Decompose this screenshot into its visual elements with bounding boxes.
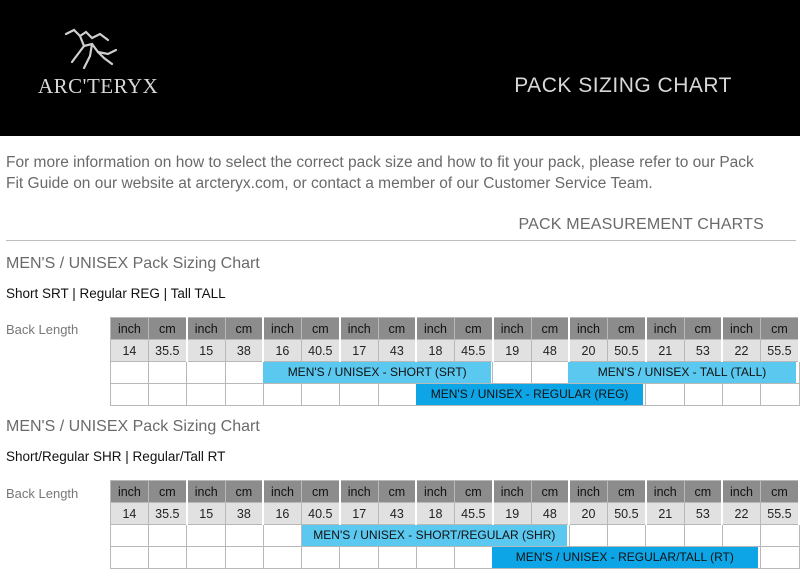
band-cell <box>263 525 301 547</box>
unit-cell: inch <box>111 481 149 503</box>
logo <box>38 24 158 104</box>
value-cell: 21 <box>646 340 684 362</box>
band-cell <box>301 384 339 406</box>
value-cell: 45.5 <box>454 340 492 362</box>
band-cell <box>225 384 263 406</box>
unit-cell: inch <box>340 481 378 503</box>
unit-cell: inch <box>263 481 301 503</box>
band-cell <box>646 525 684 547</box>
unit-cell: cm <box>684 318 722 340</box>
unit-cell: cm <box>760 318 799 340</box>
unit-cell: inch <box>646 318 684 340</box>
unit-cell: inch <box>569 318 607 340</box>
value-cell: 19 <box>493 503 531 525</box>
unit-row <box>111 318 800 340</box>
band-cell <box>225 362 263 384</box>
page-title: PACK SIZING CHART <box>514 74 732 97</box>
band-cell <box>111 362 149 384</box>
band-cell <box>187 547 225 569</box>
size-band: MEN'S / UNISEX - REGULAR/TALL (RT) <box>492 547 758 568</box>
unit-cell: cm <box>454 481 492 503</box>
band-cell <box>148 525 186 547</box>
value-cell: 35.5 <box>148 503 186 525</box>
chart-subtitle: Short SRT | Regular REG | Tall TALL <box>6 286 226 301</box>
value-cell: 55.5 <box>760 503 799 525</box>
value-cell: 22 <box>722 503 760 525</box>
value-row <box>111 503 800 525</box>
value-cell: 15 <box>187 340 225 362</box>
band-cell <box>760 525 799 547</box>
value-cell: 14 <box>111 340 149 362</box>
band-cell <box>454 547 492 569</box>
unit-cell: cm <box>760 481 799 503</box>
band-cell <box>760 384 799 406</box>
unit-cell: cm <box>607 481 645 503</box>
unit-cell: inch <box>187 481 225 503</box>
size-band: MEN'S / UNISEX - TALL (TALL) <box>568 362 796 383</box>
unit-cell: inch <box>569 481 607 503</box>
value-cell: 48 <box>531 503 569 525</box>
section-divider <box>6 240 796 241</box>
unit-cell: cm <box>301 318 339 340</box>
band-cell <box>340 384 378 406</box>
value-cell: 50.5 <box>607 503 645 525</box>
unit-row <box>111 481 800 503</box>
band-cell <box>111 525 149 547</box>
value-row <box>111 340 800 362</box>
band-cell <box>263 384 301 406</box>
unit-cell: inch <box>263 318 301 340</box>
archaeopteryx-logo-icon <box>60 24 120 72</box>
value-cell: 43 <box>378 340 416 362</box>
chart-subtitle: Short/Regular SHR | Regular/Tall RT <box>6 449 226 464</box>
value-cell: 15 <box>187 503 225 525</box>
value-cell: 21 <box>646 503 684 525</box>
value-cell: 16 <box>263 503 301 525</box>
chart-title: MEN'S / UNISEX Pack Sizing Chart <box>6 255 260 272</box>
band-cell <box>263 547 301 569</box>
band-cell <box>148 362 186 384</box>
value-cell: 22 <box>722 340 760 362</box>
size-band: MEN'S / UNISEX - SHORT (SRT) <box>263 362 491 383</box>
unit-cell: inch <box>187 318 225 340</box>
section-title: PACK MEASUREMENT CHARTS <box>518 216 764 233</box>
unit-cell: inch <box>722 318 760 340</box>
back-length-label: Back Length <box>6 322 79 337</box>
size-band: MEN'S / UNISEX - REGULAR (REG) <box>416 384 644 405</box>
band-cell <box>111 547 149 569</box>
unit-cell: cm <box>684 481 722 503</box>
value-cell: 17 <box>340 340 378 362</box>
value-cell: 43 <box>378 503 416 525</box>
unit-cell: inch <box>416 481 454 503</box>
band-cell <box>531 362 569 384</box>
value-cell: 38 <box>225 503 263 525</box>
band-cell <box>416 547 454 569</box>
band-cell <box>340 547 378 569</box>
unit-cell: cm <box>607 318 645 340</box>
unit-cell: inch <box>493 318 531 340</box>
value-cell: 18 <box>416 503 454 525</box>
value-cell: 40.5 <box>301 340 339 362</box>
value-cell: 20 <box>569 340 607 362</box>
band-cell <box>187 384 225 406</box>
value-cell: 18 <box>416 340 454 362</box>
value-cell: 40.5 <box>301 503 339 525</box>
band-cell <box>493 362 531 384</box>
intro-text: For more information on how to select the correct pack size and how to fit your pack, please refer to our Pack Fit Guide on our website at arcteryx.com, or contact a member of our Customer Service Team. <box>6 154 754 192</box>
value-cell: 48 <box>531 340 569 362</box>
band-cell <box>378 384 416 406</box>
unit-cell: inch <box>340 318 378 340</box>
value-cell: 45.5 <box>454 503 492 525</box>
header-banner <box>0 0 800 136</box>
value-cell: 19 <box>493 340 531 362</box>
back-length-label: Back Length <box>6 486 79 501</box>
size-band: MEN'S / UNISEX - SHORT/REGULAR (SHR) <box>302 525 568 546</box>
band-cell <box>301 547 339 569</box>
band-cell <box>646 384 684 406</box>
band-cell <box>722 384 760 406</box>
value-cell: 14 <box>111 503 149 525</box>
unit-cell: cm <box>301 481 339 503</box>
band-cell <box>607 525 645 547</box>
band-cell <box>722 525 760 547</box>
value-cell: 17 <box>340 503 378 525</box>
value-cell: 16 <box>263 340 301 362</box>
unit-cell: inch <box>111 318 149 340</box>
value-cell: 35.5 <box>148 340 186 362</box>
value-cell: 50.5 <box>607 340 645 362</box>
value-cell: 53 <box>684 340 722 362</box>
chart-title: MEN'S / UNISEX Pack Sizing Chart <box>6 418 260 435</box>
value-cell: 20 <box>569 503 607 525</box>
band-cell <box>684 384 722 406</box>
value-cell: 53 <box>684 503 722 525</box>
band-cell <box>187 362 225 384</box>
unit-cell: inch <box>493 481 531 503</box>
unit-cell: cm <box>148 481 186 503</box>
value-cell: 55.5 <box>760 340 799 362</box>
brand-wordmark: ARC'TERYX <box>38 74 159 98</box>
band-cell <box>148 384 186 406</box>
unit-cell: cm <box>531 481 569 503</box>
unit-cell: inch <box>416 318 454 340</box>
band-cell <box>569 525 607 547</box>
band-cell <box>225 547 263 569</box>
unit-cell: cm <box>225 481 263 503</box>
band-cell <box>225 525 263 547</box>
value-cell: 38 <box>225 340 263 362</box>
band-cell <box>760 547 799 569</box>
unit-cell: cm <box>378 318 416 340</box>
unit-cell: inch <box>646 481 684 503</box>
band-cell <box>148 547 186 569</box>
unit-cell: cm <box>148 318 186 340</box>
unit-cell: inch <box>722 481 760 503</box>
unit-cell: cm <box>531 318 569 340</box>
unit-cell: cm <box>225 318 263 340</box>
band-cell <box>111 384 149 406</box>
band-cell <box>378 547 416 569</box>
unit-cell: cm <box>378 481 416 503</box>
band-cell <box>187 525 225 547</box>
unit-cell: cm <box>454 318 492 340</box>
band-cell <box>684 525 722 547</box>
